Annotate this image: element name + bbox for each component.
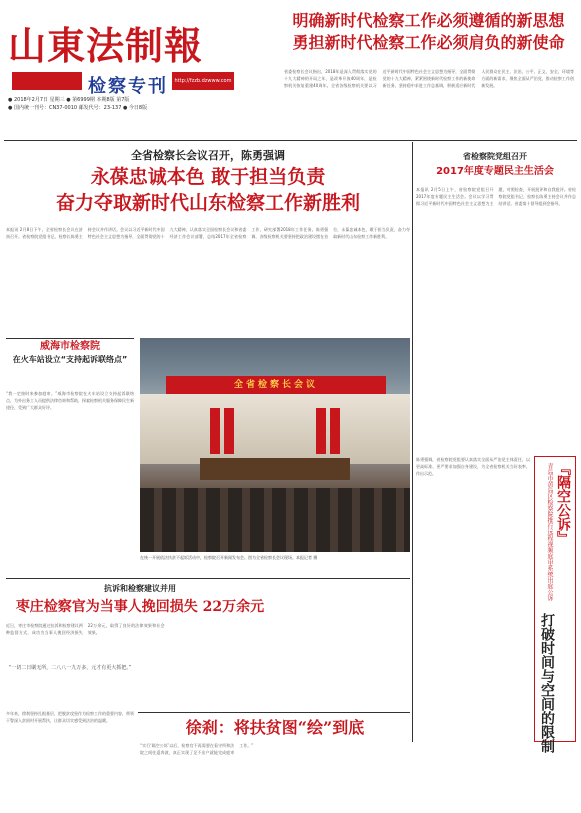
publication-info	[8, 96, 240, 112]
photo-desk	[200, 458, 350, 480]
main-article-body: 本报讯 2月8日下午，全省检察长会议在济南召开。省检察院党组书记、检察长陈勇主持会议并作讲话。会议以习近平新时代中国特色社会主义思想为指导，全面贯彻党的十九大精神，认真落实全国检察长会议和省委经济工作会议部署，总结2017年全省检察工作，研究部署2018年工作任务。陈勇强调，各级检察机关要坚持把政治建设摆在首位，永葆忠诚本色，敢于担当负责，奋力夺取新时代山东检察工作新胜利。	[6, 227, 410, 239]
newspaper-section-title: 检察专刊	[88, 76, 168, 97]
right-story-title: 2017年度专题民主生活会	[436, 166, 554, 177]
weihai-article-body: “我一定按时来参加庭审。”威海市检察院在火车站设立支持起诉联络点，为外出务工人员提供法律咨询和帮助，探索检察机关服务保障民生新途径，受到广大群众好评。	[6, 391, 134, 410]
zaozhuang-story-kicker: 抗诉和检察建议并用	[104, 584, 176, 593]
sidebar-feature	[534, 456, 576, 753]
photo-audience	[140, 488, 410, 552]
divider-bottom	[138, 712, 410, 713]
weihai-story-title: 威海市检察院	[40, 341, 100, 352]
photo-flag	[224, 408, 234, 454]
photo-flag	[316, 408, 326, 454]
bottom-article-body: “实行‘隔空公诉’以后，检察官不再需要在看守所和法院之间往返奔波，真正实现了足不出户就能完成庭审工作。”	[140, 743, 254, 755]
photo-caption: 在统一开展依法扶贫不起诉活动中，检察院召开新闻发布会。图为全省检察长会议现场。本报记者 摄	[140, 555, 318, 560]
lead-article-body: 省委检察长会议指出，2018年是深入贯彻落实党的十九大精神的开局之年，是改革开放40周年，是检察机关恢复重建40周年。全省各级检察机关要以习近平新时代中国特色社会主义思想为指导，全面贯彻党的十九大精神，紧紧围绕新时代检察工作的新使命新任务，坚持稳中求进工作总基调，积极适应新时代人民群众在民主、法治、公平、正义、安全、环境等方面的新需求，聚焦全面从严治党、推动检察工作创新发展。	[284, 69, 574, 88]
sidebar-title: 『隔空公诉』	[555, 461, 571, 545]
main-story-headline	[6, 148, 410, 216]
photo-wall	[140, 394, 410, 464]
main-story-kicker: 全省检察长会议召开，陈勇强调	[131, 149, 285, 162]
main-story-title-line1: 永葆忠诚本色 敢于担当负责	[90, 166, 326, 188]
divider-right-column	[412, 142, 413, 742]
zaozhuang-story-headline	[6, 582, 274, 618]
publication-info-line2: ● 国内统一刊号：CN37-0010 邮发代号：23-137 ● 今日8版	[8, 105, 148, 111]
newspaper-title: 山東法制報	[8, 23, 204, 68]
website-url: http://fzzb.dzwww.com	[174, 78, 232, 84]
main-story-title-line2: 奋力夺取新时代山东检察工作新胜利	[55, 192, 360, 214]
right-lower-article-body: 陈勇强调，省检察院党组要认真落实全面从严治党主体责任，以更高标准、更严要求加强自身建设，为全省检察机关当好表率、作出示范。	[416, 457, 530, 476]
news-photo-conference	[140, 338, 410, 552]
divider-weihai	[6, 338, 134, 339]
photo-flag	[210, 408, 220, 454]
photo-banner: 全省检察长会议	[166, 376, 386, 394]
weihai-story-subtitle: 在火车站设立“支持起诉联络点”	[12, 355, 128, 364]
publication-info-line1: ● 2018年2月7日 星期三 ● 第6999期 本期8版 第7版	[8, 97, 130, 103]
zaozhuang-story-title: 枣庄检察官为当事人挽回损失 22万余元	[15, 599, 265, 615]
divider-top	[4, 140, 577, 141]
lead-headline	[280, 10, 577, 54]
masthead-bar-left	[12, 72, 82, 90]
right-story-kicker: 省检察院党组召开	[463, 152, 527, 161]
quote-box: “一切二日刷无所，二八八一九万多，元才有更大抓把。”	[8, 665, 132, 671]
lead-headline-line2: 勇担新时代检察工作必须肩负的新使命	[292, 33, 565, 52]
divider-middle	[6, 578, 410, 579]
masthead	[4, 6, 236, 132]
photo-flag	[330, 408, 340, 454]
weihai-story-headline	[6, 340, 134, 386]
quote-article-body: 多年来，徐刹坚持扎根基层，把脱贫攻坚作为检察工作的重要内容，带领干警深入贫困村开展帮扶，让群众切实感受到法治的温暖。	[6, 711, 134, 723]
right-story-headline	[414, 150, 576, 180]
sidebar-title2: 打破时间与空间的限制	[539, 613, 555, 753]
bottom-story-headline: 徐刹：将扶贫图“绘”到底	[185, 718, 365, 737]
zaozhuang-article-body: 近日，枣庄市检察院通过抗诉和检察建议两种监督方式，成功为当事人挽回经济损失22万余元，取得了良好的法律效果和社会效果。	[6, 623, 165, 635]
lead-headline-line1: 明确新时代检察工作必须遵循的新思想	[292, 11, 565, 30]
right-article-body: 本报讯 2月5日上午，省检察院党组召开2017年度专题民主生活会。会议以学习贯彻习近平新时代中国特色社会主义思想为主题，对照检查，开展批评和自我批评。省检察院党组书记、检察长陈勇主持会议并作总结讲话。省委第十督导组到会指导。	[416, 187, 576, 206]
sidebar-note: 青岛市黄岛区检察院推行远程视频庭审系统出庭公诉	[546, 463, 553, 601]
